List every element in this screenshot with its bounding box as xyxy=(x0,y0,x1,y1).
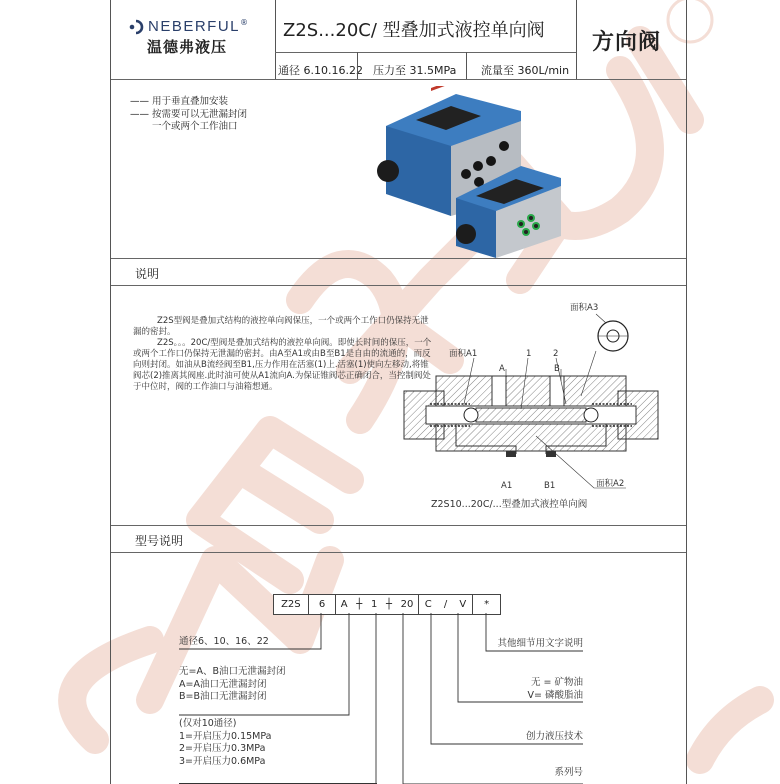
section-rule xyxy=(111,258,686,259)
label-area-a2: 面积A2 xyxy=(596,479,625,489)
model-code-box xyxy=(273,594,501,615)
description-paragraph: Z2S型阀是叠加式结构的液控单向阀保压，一个或两个工作口仍保持无泄漏的密封。 xyxy=(133,316,429,337)
brand-name-cn: 温德弗液压 xyxy=(147,38,228,56)
spec-flow: 流量至 360L/min xyxy=(481,64,570,77)
section-title-model: 型号说明 xyxy=(135,534,184,548)
section-rule xyxy=(111,552,686,553)
divider xyxy=(275,52,576,53)
section-rule xyxy=(111,525,686,526)
section-rule xyxy=(111,285,686,286)
registered-mark: ® xyxy=(240,18,249,27)
code-series: Z2S xyxy=(274,595,309,614)
feature-item: 一个或两个工作油口 xyxy=(152,121,238,132)
diagram-caption: Z2S10...20C/...型叠加式液控单向阀 xyxy=(431,499,588,510)
label-part-1: 1 xyxy=(526,349,532,359)
spec-size: 通径 6.10.16.22 xyxy=(278,64,363,77)
brand-logo xyxy=(129,18,269,57)
label-port-a1: A1 xyxy=(501,481,513,491)
page-title: Z2S...20C/ 型叠加式液控单向阀 xyxy=(283,20,545,41)
label-part-2: 2 xyxy=(553,349,559,359)
product-photo xyxy=(376,86,576,260)
legend-other: 其他细节用文字说明 xyxy=(497,638,583,649)
brand-name-en: NEBERFUL xyxy=(148,18,241,35)
feature-item: —— 用于垂直叠加安装 xyxy=(130,96,229,107)
code-seal: A ┼ 1 ┼ 20 xyxy=(336,595,418,614)
section-title-description: 说明 xyxy=(135,267,160,281)
description-paragraph: Z2S。。。20C/型阀是叠加式结构的液控单向阀。即使长时间的保压，一个或两个工作口仍保持无泄漏的密封。由A至A1或由B至B1是自由的流通的，而反向则封闭。如油从B流经阀至B1,压力作用在活塞(1)上.活塞(1)使向左移动,将锥阀芯(2)推离其阀座.此时油可使从A1流向A.为保证锥阀芯正确闭合，当控制阀处于中位时，阀的工作油口与油箱想通。 xyxy=(133,338,432,392)
datasheet-page xyxy=(110,0,687,784)
divider xyxy=(466,52,467,80)
brand-mark-icon xyxy=(129,19,147,35)
code-other: * xyxy=(484,599,490,610)
legend-size: 通径6、10、16、22 xyxy=(179,636,269,647)
legend-series: 系列号 xyxy=(554,767,583,778)
description-text xyxy=(133,316,433,393)
legend-tech: 创力液压技术 xyxy=(525,731,583,742)
header-bottom-rule xyxy=(111,79,686,80)
label-port-b: B xyxy=(554,364,560,374)
valve-section-diagram xyxy=(396,296,676,518)
divider xyxy=(576,0,577,80)
label-port-b1: B1 xyxy=(544,481,556,491)
feature-list xyxy=(130,96,247,134)
divider xyxy=(275,0,276,80)
label-area-a3: 面积A3 xyxy=(570,303,599,313)
label-port-a: A xyxy=(499,364,505,374)
feature-item: —— 按需要可以无泄漏封闭 xyxy=(130,108,248,120)
code-tech-fluid: C / V xyxy=(419,595,474,614)
category-label: 方向阀 xyxy=(592,30,662,55)
code-size: 6 xyxy=(309,595,337,614)
legend-fluid: 无 = 矿物油 V= 磷酸脂油 xyxy=(527,677,583,701)
spec-pressure: 压力至 31.5MPa xyxy=(373,64,457,77)
legend-seal: 无=A、B油口无泄漏封闭 A=A油口无泄漏封闭 B=B油口无泄漏封闭 xyxy=(179,666,286,702)
legend-pressure: (仅对10通径) 1=开启压力0.15MPa 2=开启压力0.3MPa 3=开启压力0.6MPa xyxy=(179,718,272,767)
label-area-a1: 面积A1 xyxy=(449,349,478,359)
divider xyxy=(357,52,358,80)
